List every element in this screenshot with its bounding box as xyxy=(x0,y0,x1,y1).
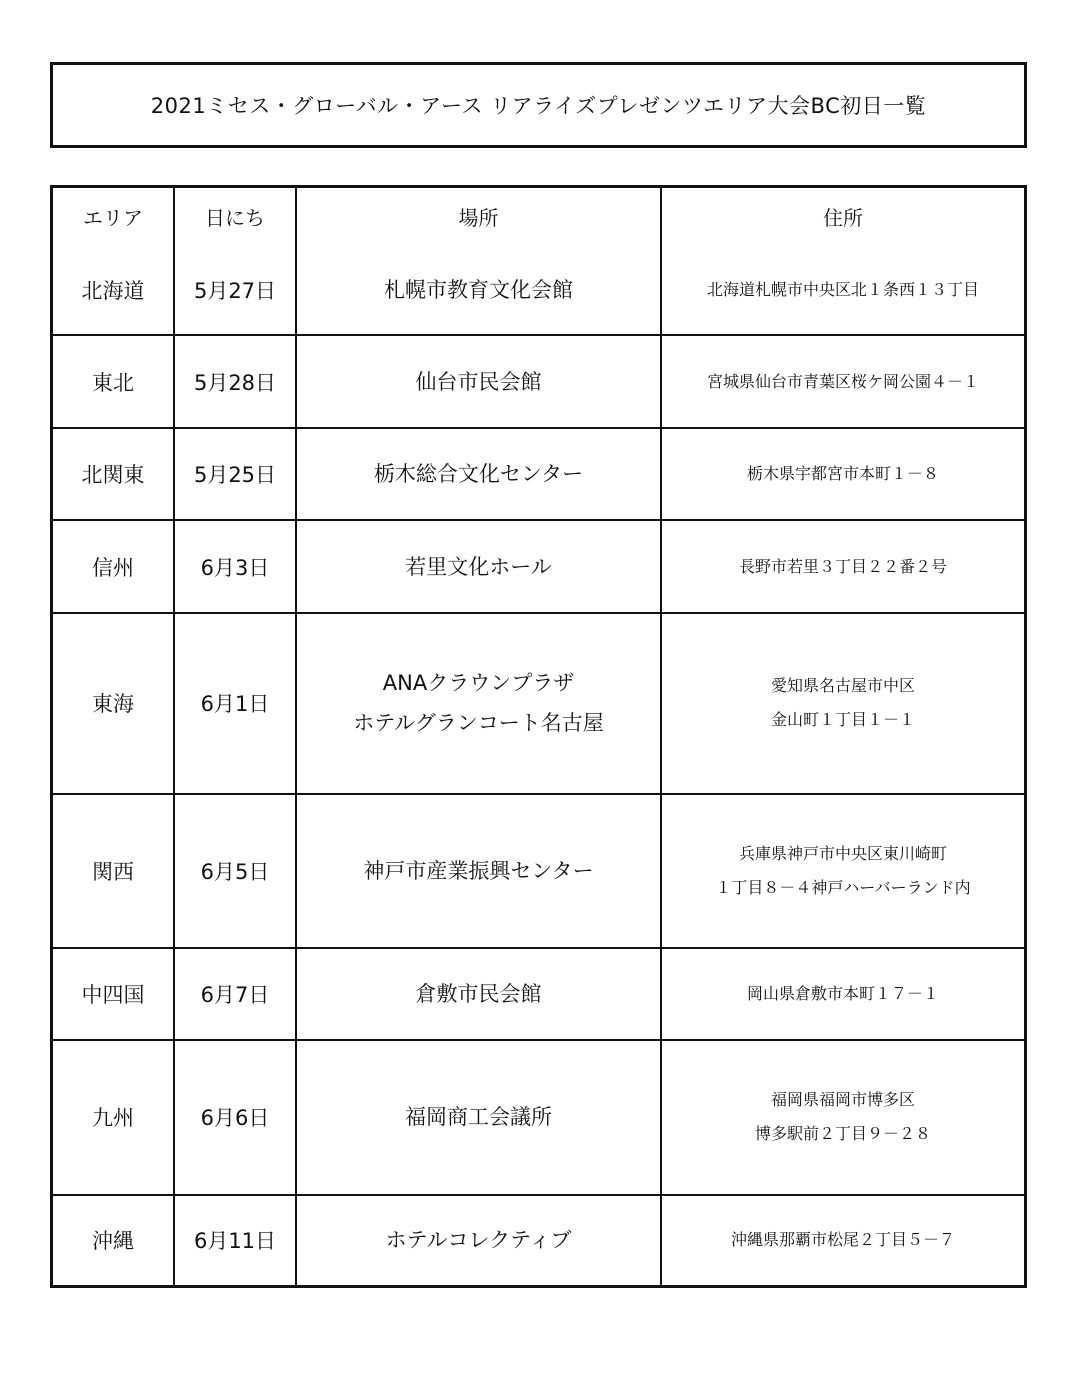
address-line: 沖縄県那覇市松尾２丁目５－７ xyxy=(730,1230,955,1250)
cell-address xyxy=(661,335,1024,428)
cell-area: 信州 xyxy=(53,520,174,613)
cell-venue xyxy=(296,948,661,1041)
cell-address xyxy=(661,1040,1024,1194)
page-title-text: 2021ミセス・グローバル・アース リアライズプレゼンツエリア大会BC初日一覧 xyxy=(150,94,927,118)
cell-area: 東海 xyxy=(53,613,174,794)
venue-line: 神戸市産業振興センター xyxy=(363,858,594,883)
address-line: 愛知県名古屋市中区 xyxy=(770,676,915,696)
address-line: 北海道札幌市中央区北１条西１３丁目 xyxy=(706,279,979,299)
address-line: 金山町１丁目１－１ xyxy=(770,710,915,730)
cell-date: 6月7日 xyxy=(174,948,296,1041)
cell-address xyxy=(661,520,1024,613)
venue-line: 若里文化ホール xyxy=(405,554,552,579)
cell-venue xyxy=(296,520,661,613)
cell-area: 関西 xyxy=(53,794,174,948)
venue-line: 倉敷市民会館 xyxy=(415,982,542,1007)
cell-date: 6月11日 xyxy=(174,1195,296,1285)
cell-venue xyxy=(296,613,661,794)
table-row xyxy=(53,335,1024,428)
cell-venue xyxy=(296,1195,661,1285)
cell-address xyxy=(661,1195,1024,1285)
cell-date: 5月25日 xyxy=(174,428,296,521)
table-row xyxy=(53,428,1024,521)
venue-line: 福岡商工会議所 xyxy=(405,1105,552,1130)
cell-date: 5月28日 xyxy=(174,335,296,428)
table-row xyxy=(53,1040,1024,1194)
table-row xyxy=(53,245,1024,335)
cell-address xyxy=(661,948,1024,1041)
cell-venue xyxy=(296,245,661,335)
address-line: 博多駅前２丁目９－２８ xyxy=(754,1124,931,1144)
header-venue: 場所 xyxy=(296,188,661,245)
venue-line: ANAクラウンプラザ xyxy=(382,671,575,696)
header-date: 日にち xyxy=(174,188,296,245)
venue-line: 栃木総合文化センター xyxy=(373,462,584,487)
table-body xyxy=(53,245,1024,1285)
address-line: 長野市若里３丁目２２番２号 xyxy=(738,556,947,576)
cell-address xyxy=(661,613,1024,794)
table-header-row xyxy=(53,188,1024,245)
cell-date: 6月5日 xyxy=(174,794,296,948)
header-address: 住所 xyxy=(661,188,1024,245)
venue-line: ホテルグランコート名古屋 xyxy=(353,711,604,736)
cell-date: 6月1日 xyxy=(174,613,296,794)
cell-venue xyxy=(296,1040,661,1194)
cell-area: 中四国 xyxy=(53,948,174,1041)
address-line: 福岡県福岡市博多区 xyxy=(770,1090,915,1110)
address-line: １丁目８－４神戸ハーバーランド内 xyxy=(715,877,971,897)
cell-area: 九州 xyxy=(53,1040,174,1194)
cell-area: 北関東 xyxy=(53,428,174,521)
address-line: 岡山県倉敷市本町１７－１ xyxy=(746,984,939,1004)
cell-area: 北海道 xyxy=(53,245,174,335)
address-line: 宮城県仙台市青葉区桜ケ岡公園４－１ xyxy=(706,371,979,391)
address-line: 兵庫県神戸市中央区東川崎町 xyxy=(738,843,947,863)
cell-address xyxy=(661,428,1024,521)
cell-venue xyxy=(296,335,661,428)
table-row xyxy=(53,520,1024,613)
cell-date: 6月6日 xyxy=(174,1040,296,1194)
cell-area: 沖縄 xyxy=(53,1195,174,1285)
venue-table-container xyxy=(50,185,1027,1288)
cell-date: 6月3日 xyxy=(174,520,296,613)
venue-table xyxy=(53,188,1024,1285)
table-row xyxy=(53,948,1024,1041)
venue-line: ホテルコレクティブ xyxy=(385,1228,572,1253)
cell-area: 東北 xyxy=(53,335,174,428)
header-area: エリア xyxy=(53,188,174,245)
cell-date: 5月27日 xyxy=(174,245,296,335)
cell-venue xyxy=(296,428,661,521)
venue-line: 札幌市教育文化会館 xyxy=(384,277,573,302)
table-row xyxy=(53,613,1024,794)
cell-address xyxy=(661,794,1024,948)
cell-address xyxy=(661,245,1024,335)
address-line: 栃木県宇都宮市本町１－８ xyxy=(746,464,939,484)
page-title xyxy=(50,62,1027,148)
table-row xyxy=(53,1195,1024,1285)
cell-venue xyxy=(296,794,661,948)
venue-line: 仙台市民会館 xyxy=(415,369,542,394)
table-row xyxy=(53,794,1024,948)
